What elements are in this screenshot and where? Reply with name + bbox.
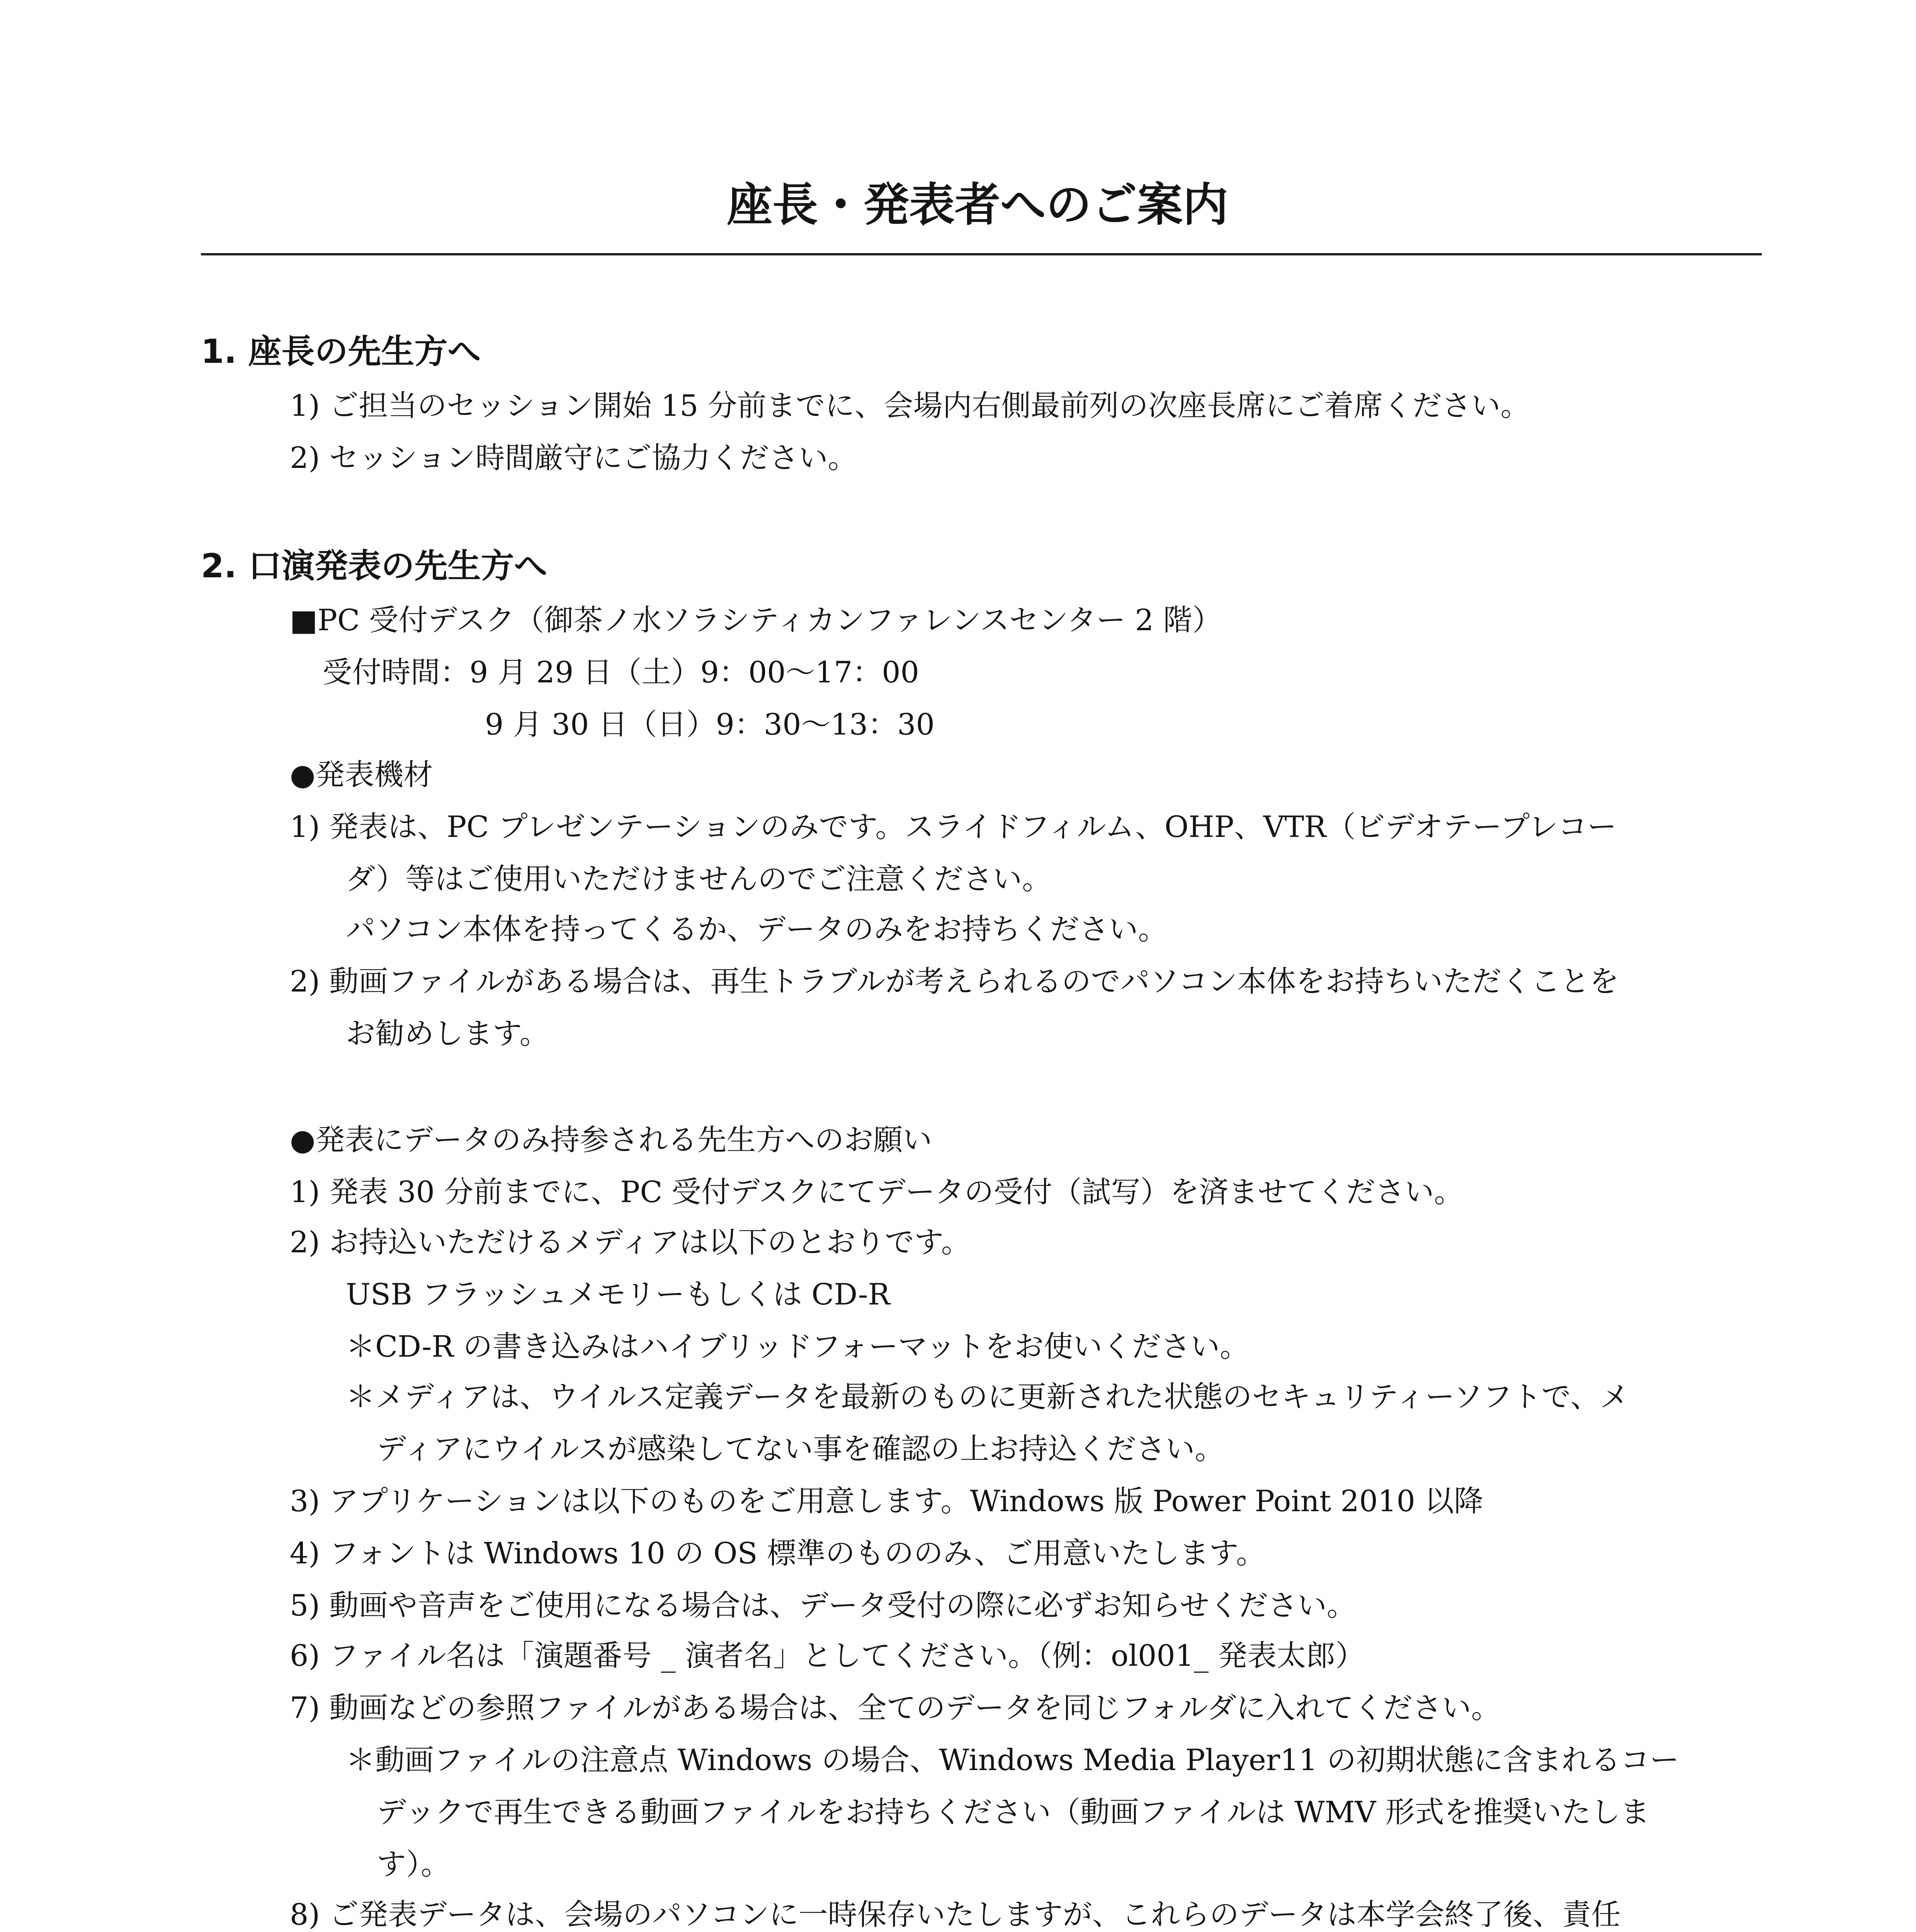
note-item: ＊動画ファイルの注意点 Windows の場合、Windows Media Player11 の初期状態に含まれるコー xyxy=(346,1743,1680,1777)
note-item: す）。 xyxy=(377,1847,450,1881)
list-item: 3) アプリケーションは以下のものをご用意します。Windows 版 Power Point 2010 以降 xyxy=(290,1484,1483,1518)
section-heading-oral: 2. 口演発表の先生方へ xyxy=(201,547,547,585)
list-item: 1) 発表は、PC プレゼンテーションのみです。スライドフィルム、OHP、VTR（ビデオテープレコー xyxy=(290,810,1617,844)
list-item: 2) お持込いただけるメディアは以下のとおりです。 xyxy=(290,1225,971,1259)
note-item: ＊CD-R の書き込みはハイブリッドフォーマットをお使いください。 xyxy=(346,1329,1250,1364)
list-item: 7) 動画などの参照ファイルがある場合は、全てのデータを同じフォルダに入れてください。 xyxy=(290,1690,1501,1725)
page-title: 座長・発表者へのご案内 xyxy=(726,178,1228,231)
pc-desk-heading: ■PC 受付デスク（御茶ノ水ソラシティカンファレンスセンター 2 階） xyxy=(290,603,1222,637)
list-item: 5) 動画や音声をご使用になる場合は、データ受付の際に必ずお知らせください。 xyxy=(290,1588,1356,1622)
list-item: 4) フォントは Windows 10 の OS 標準のもののみ、ご用意いたします。 xyxy=(290,1536,1266,1570)
list-item: USB フラッシュメモリーもしくは CD-R xyxy=(346,1277,890,1311)
reception-hours: 9 月 30 日（日）9：30〜13：30 xyxy=(485,707,935,742)
list-item: 2) セッション時間厳守にご協力ください。 xyxy=(290,440,857,475)
list-item: 8) ご発表データは、会場のパソコンに一時保存いたしますが、これらのデータは本学会終了後、責任 xyxy=(290,1897,1621,1932)
list-item: ダ）等はご使用いただけませんのでご注意ください。 xyxy=(346,862,1052,896)
subheading-data-only: ●発表にデータのみ持参される先生方へのお願い xyxy=(290,1122,932,1157)
note-item: ディアにウイルスが感染してない事を確認の上お持込ください。 xyxy=(377,1432,1224,1466)
list-item: 6) ファイル名は「演題番号 _ 演者名」としてください。（例：ol001_ 発表太郎） xyxy=(290,1638,1365,1673)
reception-hours: 受付時間：9 月 29 日（土）9：00〜17：00 xyxy=(323,655,920,689)
title-divider xyxy=(201,253,1762,255)
list-item: 1) 発表 30 分前までに、PC 受付デスクにてデータの受付（試写）を済ませてください。 xyxy=(290,1175,1464,1209)
list-item: 1) ご担当のセッション開始 15 分前までに、会場内右側最前列の次座長席にご着席ください。 xyxy=(290,388,1530,423)
list-item: パソコン本体を持ってくるか、データのみをお持ちください。 xyxy=(346,912,1168,946)
subheading-equipment: ●発表機材 xyxy=(290,757,433,792)
note-item: ＊メディアは、ウイルス定義データを最新のものに更新された状態のセキュリティーソフトで、メ xyxy=(346,1379,1629,1414)
list-item: お勧めします。 xyxy=(346,1016,549,1051)
note-item: デックで再生できる動画ファイルをお持ちください（動画ファイルは WMV 形式を推奨いたしま xyxy=(377,1795,1650,1829)
section-heading-chairs: 1. 座長の先生方へ xyxy=(201,332,481,371)
list-item: 2) 動画ファイルがある場合は、再生トラブルが考えられるのでパソコン本体をお持ちいただくことを xyxy=(290,964,1619,998)
